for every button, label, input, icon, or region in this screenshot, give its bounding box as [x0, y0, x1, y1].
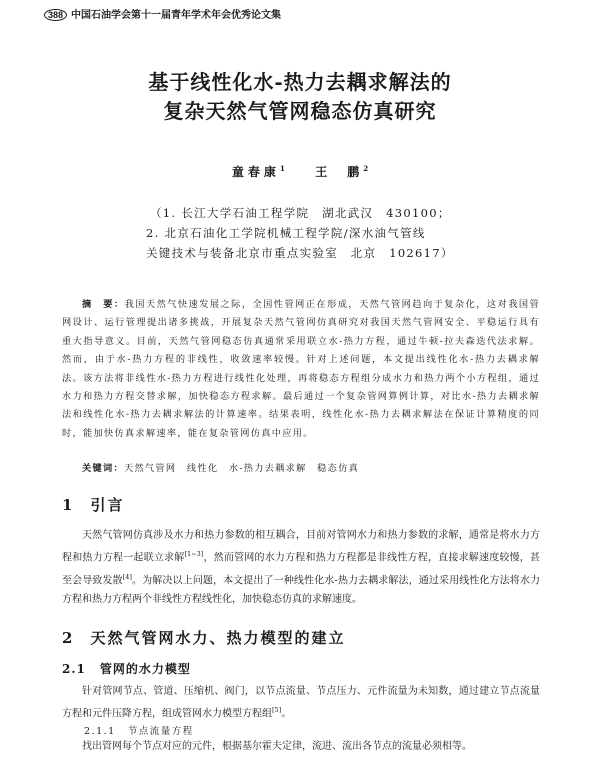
section-title: 天然气管网水力、热力模型的建立	[90, 629, 346, 647]
body-text: ，然而管网的水力方程和热力方程都是非线性方程，直接求解速度较慢，甚至会导致发散	[62, 552, 541, 587]
keywords	[62, 460, 540, 478]
abstract-label: 摘 要：	[82, 299, 125, 310]
paper-title-line-2: 复杂天然气管网稳态仿真研究	[163, 99, 437, 123]
author-affil-mark: 1	[279, 164, 285, 173]
body-paragraph	[62, 683, 540, 724]
author-affil-mark: 2	[363, 164, 369, 173]
citation: [4]	[122, 573, 132, 582]
body-text: 找出管网每个节点对应的元件，根据基尔霍夫定律，流进、流出各节点的流量必须相等。	[82, 741, 472, 752]
subsubsection-heading	[84, 723, 194, 737]
running-header	[44, 6, 281, 21]
page-number: 388	[44, 9, 67, 21]
subsubsection-number: 2.1.1	[84, 726, 116, 737]
body-text: 。	[281, 708, 292, 720]
subsection-title: 管网的水力模型	[99, 662, 191, 676]
abstract-text: 我国天然气快速发展之际，全国性管网正在形成，天然气管网趋向于复杂化，这对我国管网设计、运行管理提出诸多挑战，开展复杂天然气管网仿真研究对我国天然气管网安全、平稳运行具有重大指导意义。目前，天然气管网稳态仿真通常采用联立水-热力方程，通过牛顿-拉夫森迭代法求解。然而，由于水-热力方程的非线性，收敛速率较慢。针对上述问题，本文提出线性化水-热力去耦求解法。该方法将非线性水-热力方程进行线性化处理，再将稳态方程组分成水力和热力两个小方程组，通过水力和热力方程交替求解，加快稳态方程求解。最后通过一个复杂管网算例计算，对比水-热力去耦求解法和线性化水-热力去耦求解法的计算速率。结果表明，线性化水-热力去耦求解法在保证计算精度的同时，能加快仿真求解速率，能在复杂管网仿真中应用。	[62, 299, 540, 439]
citation: [1~3]	[184, 550, 204, 559]
subsection-heading	[62, 660, 191, 677]
abstract	[62, 296, 540, 443]
body-paragraph	[62, 738, 540, 756]
affiliation-line: （1. 长江大学石油工程学院 湖北武汉 430100；	[150, 206, 451, 220]
body-text: 针对管网节点、管道、压缩机、阀门，以节点流量、节点压力、元件流量为未知数，通过建立节点流量方程和元件压降方程，组成管网水力模型方程组	[62, 686, 540, 720]
author-name: 童春康	[231, 165, 280, 179]
citation: [5]	[272, 706, 282, 715]
section-number: 1	[62, 496, 75, 514]
subsection-number: 2.1	[62, 662, 86, 676]
author-line	[0, 163, 600, 180]
section-number: 2	[62, 629, 75, 647]
section-heading	[62, 494, 124, 515]
keywords-text: 天然气管网 线性化 水-热力去耦求解 稳态仿真	[123, 463, 360, 474]
paper-title-line-1: 基于线性化水-热力去耦求解法的	[148, 70, 452, 94]
subsubsection-title: 节点流量方程	[127, 726, 194, 737]
author-name: 王 鹏	[315, 165, 364, 179]
section-heading	[62, 627, 345, 648]
section-title: 引言	[90, 496, 125, 514]
affiliation-line: 关键技术与装备北京市重点实验室 北京 102617）	[146, 246, 454, 260]
journal-title: 中国石油学会第十一届青年学术年会优秀论文集	[71, 10, 282, 21]
keywords-label: 关键词：	[82, 463, 124, 474]
body-text: 。为解决以上问题，本文提出了一种线性化水-热力去耦求解法，通过采用线性化方法将水力方程和热力方程两个非线性方程线性化，加快稳态仿真的求解速度。	[62, 575, 541, 605]
body-paragraph	[62, 527, 540, 609]
body-text: 天然气管网仿真涉及水力和热力参数的相互耦合，目前对管网水力和热力参数的求解，通常是将水力方程和热力方程一起联立求解	[62, 530, 540, 564]
affiliation-line: 2. 北京石油化工学院机械工程学院/深水油气管线	[146, 226, 426, 240]
